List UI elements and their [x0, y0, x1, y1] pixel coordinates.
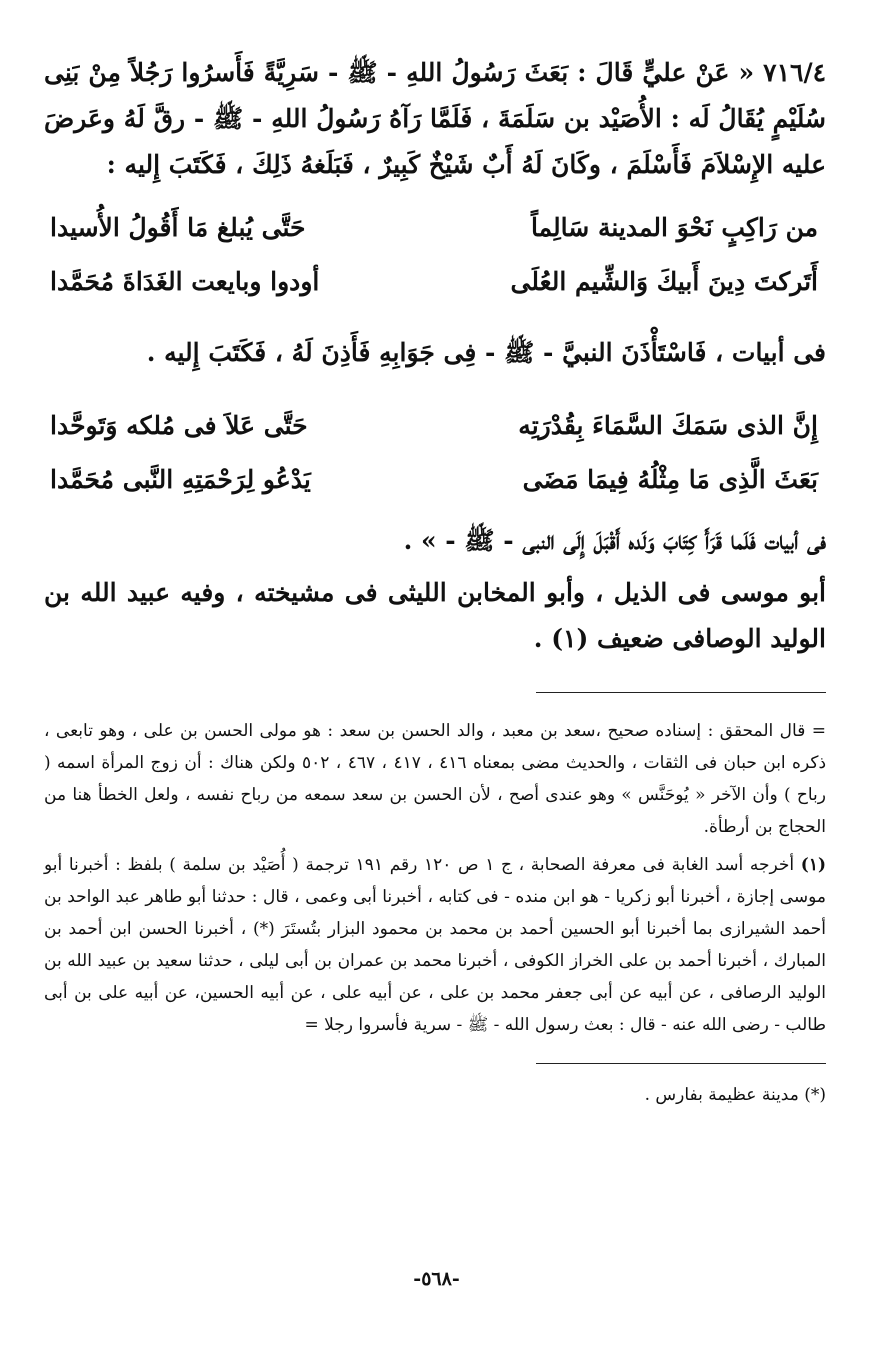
source-paragraph: أبو موسى فى الذيل ، وأبو المخابن الليثى فى مشيخته ، وفيه عبيد الله بن الوليد الوصافى ضعيف (١) .	[44, 578, 826, 653]
sub-footnote-separator	[536, 1063, 826, 1064]
verse-second-hemistich: حَتَّى يُبلغ مَا أَقُولُ الأُسيدا	[50, 212, 306, 242]
verse-first-hemistich: بَعَثَ الَّذِى مَا مِثْلُهُ فِيمَا مَضَى	[522, 464, 818, 494]
star-note: (*) مدينة عظيمة بفارس .	[644, 1085, 826, 1105]
poem-1-verse-1	[44, 200, 826, 254]
hadith-paragraph-3: فى أبيات فَلَما قَرَأَ كِتَابَ وَلَده أَقْبَلَ إِلَى النبى - ﷺ - » .	[403, 526, 826, 555]
footnote-1-marker: (١)	[800, 855, 826, 875]
poem-2-verse-1	[44, 398, 826, 452]
verse-second-hemistich: يَدْعُو لِرَحْمَتِهِ النَّبى مُحَمَّدا	[50, 464, 311, 494]
footnotes	[44, 715, 826, 1041]
verse-second-hemistich: حَتَّى عَلاَ فى مُلكه وَتَوحَّدا	[50, 410, 308, 440]
poem-2-verse-2	[44, 452, 826, 506]
poem-1-verse-2	[44, 254, 826, 308]
footnote-continuation: = قال المحقق : إسناده صحيح ،سعد بن معبد ، والد الحسن بن سعد : هو مولى الحسن بن على ، وهو تابعى ، ذكره ابن حبان فى الثقات ، والحديث مضى بمعناه ٤١٦ ، ٤١٧ ، ٤٦٧ ، ٥٠٢ ولكن هناك : أن زوج المرأة اسمه ( رباح ) وأن الآخر « يُوحَنَّس » وهو عندى أصح ، لأن الحسن بن سعد سمعه من رباح نفسه ، ولعل الخطأ هنا من الحجاج بن أرطأة.	[44, 721, 827, 837]
hadith-paragraph-2: فى أبيات ، فَاسْتَأْذَنَ النبيَّ - ﷺ - فِى جَوَابِهِ فَأَذِنَ لَهُ ، فَكَتَبَ إِليه .	[146, 338, 826, 367]
page	[44, 50, 826, 1110]
verse-first-hemistich: أَتَركتَ دِينَ أَبيكَ وَالشِّيم العُلَى	[510, 266, 818, 296]
poem-2	[44, 398, 826, 506]
footnote-separator	[536, 692, 826, 693]
page-number: -٥٦٨-	[413, 1268, 460, 1290]
main-text	[44, 50, 826, 662]
footnote-1-text: أخرجه أسد الغابة فى معرفة الصحابة ، ج ١ ص ١٢٠ رقم ١٩١ ترجمة ( أُصَيْد بن سلمة ) بلفظ : أخبرنا أبو موسى إجازة ، أخبرنا أبو زكريا - هو ابن منده - فى كتابه ، أخبرنا أبى وعمى ، قال : حدثنا أبو طاهر عبد الواحد بن أحمد الشيرازى بما أخبرنا أبو الحسين أحمد بن محمد بن محمود البزار بتُستَرَ (*) ، أخبرنا الحسن ابن أحمد بن المبارك ، أخبرنا أحمد بن على الخراز الكوفى ، أخبرنا محمد بن عمران بن أبى ليلى ، حدثنا سعيد بن عبيد الله بن الوليد الرصافى ، عن أبيه عن أبى جعفر محمد بن على ، عن أبيه على ، عن أبيه الحسين، عن أبيه على بن أبى طالب - رضى الله عنه - قال : بعث رسول الله - ﷺ - سرية فأسروا رجلا =	[44, 855, 826, 1035]
verse-first-hemistich: من رَاكِبٍ نَحْوَ المدينة سَالِماً	[530, 212, 818, 242]
verse-second-hemistich: أودوا وبايعت الغَدَاةَ مُحَمَّدا	[50, 266, 320, 296]
poem-1	[44, 200, 826, 308]
footnote-1	[44, 849, 826, 1041]
verse-first-hemistich: إِنَّ الذى سَمَكَ السَّمَاءَ بِقُدْرَتِه	[518, 410, 818, 440]
hadith-paragraph-1: ٧١٦/٤ « عَنْ عليٍّ قَالَ : بَعَثَ رَسُولُ اللهِ - ﷺ - سَرِيَّةً فَأَسرُوا رَجُلاً مِنْ بَنِى سُلَيْمٍ يُقَالُ لَه : الأُصَيْد بن سَلَمَةَ ، فَلَمَّا رَآهُ رَسُولُ اللهِ - ﷺ - رقَّ لَهُ وعَرضَ عليه الإِسْلاَمَ فَأَسْلَمَ ، وكَانَ لَهُ أَبٌ شَيْخٌ كَبِيرٌ ، فَبَلَغهُ ذَلِكَ ، فَكَتَبَ إِليه :	[44, 58, 826, 179]
